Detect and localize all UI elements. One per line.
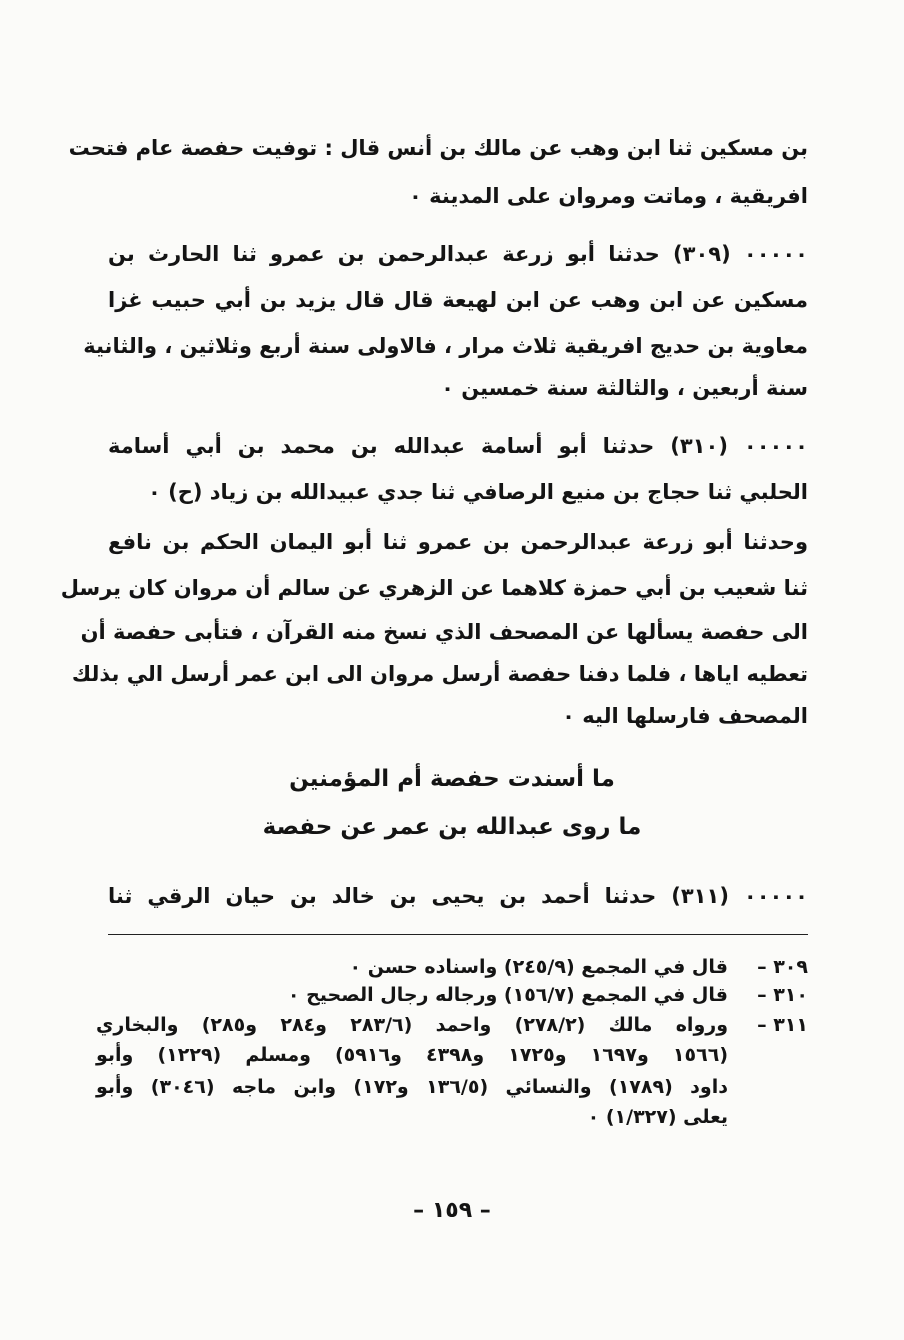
body-line: وحدثنا أبو زرعة عبدالرحمن بن عمرو ثنا أبو اليمان الحكم بن نافع <box>108 530 808 554</box>
section-heading: ما روى عبدالله بن عمر عن حفصة <box>262 814 642 840</box>
footnote-number: ٣١١ – <box>757 1014 808 1036</box>
footnote-text: ورواه مالك (٢٧٨/٢) واحمد (٢٨٣/٦ و٢٨٤ و٢٨٥) والبخاري <box>96 1014 728 1036</box>
body-line: معاوية بن حديج افريقية ثلاث مرار ، فالاولى سنة أربع وثلاثين ، والثانية <box>83 334 808 358</box>
body-line: سنة أربعين ، والثالثة سنة خمسين ٠ <box>441 376 808 400</box>
footnote-continuation-text: داود (١٧٨٩) والنسائي (١٣٦/٥ و١٧٢) وابن ماجه (٣٠٤٦) وأبو <box>96 1076 728 1098</box>
body-line: الحلبي ثنا حجاج بن منيع الرصافي ثنا جدي عبيدالله بن زياد (ح) ٠ <box>147 480 808 504</box>
body-line: المصحف فارسلها اليه ٠ <box>562 704 808 728</box>
page-number: – ١٥٩ – <box>413 1198 491 1223</box>
body-line: ٠٠٠٠٠ (٣١٠) حدثنا أبو أسامة عبدالله بن محمد بن أبي أسامة <box>108 434 808 458</box>
body-line: الى حفصة يسألها عن المصحف الذي نسخ منه القرآن ، فتأبى حفصة أن <box>80 620 808 644</box>
body-line: ٠٠٠٠٠ (٣١١) حدثنا أحمد بن يحيى بن خالد بن حيان الرقي ثنا <box>108 884 808 908</box>
section-heading: ما أسندت حفصة أم المؤمنين <box>289 766 615 792</box>
footnote-number: ٣٠٩ – <box>757 956 808 978</box>
body-line: بن مسكين ثنا ابن وهب عن مالك بن أنس قال : توفيت حفصة عام فتحت <box>68 136 808 160</box>
footnote-continuation-text: يعلى (١/٣٢٧) ٠ <box>587 1106 728 1128</box>
footnote-continuation-text: (١٥٦٦ و١٦٩٧ و١٧٢٥ و٤٣٩٨ و٥٩١٦) ومسلم (١٢٢٩) وأبو <box>96 1044 728 1066</box>
footnote-divider <box>108 934 808 935</box>
footnote-text: قال في المجمع (٢٤٥/٩) واسناده حسن ٠ <box>349 956 728 978</box>
body-line: مسكين عن ابن وهب عن ابن لهيعة قال قال يزيد بن أبي حبيب غزا <box>108 288 808 312</box>
body-line: تعطيه اياها ، فلما دفنا حفصة أرسل مروان الى ابن عمر أرسل الي بذلك <box>71 662 808 686</box>
body-line: ٠٠٠٠٠ (٣٠٩) حدثنا أبو زرعة عبدالرحمن بن عمرو ثنا الحارث بن <box>108 242 808 266</box>
footnote-text: قال في المجمع (١٥٦/٧) ورجاله رجال الصحيح ٠ <box>287 984 728 1006</box>
footnote-number: ٣١٠ – <box>757 984 808 1006</box>
body-line: ثنا شعيب بن أبي حمزة كلاهما عن الزهري عن سالم أن مروان كان يرسل <box>60 576 808 600</box>
body-line: افريقية ، وماتت ومروان على المدينة ٠ <box>409 184 808 208</box>
